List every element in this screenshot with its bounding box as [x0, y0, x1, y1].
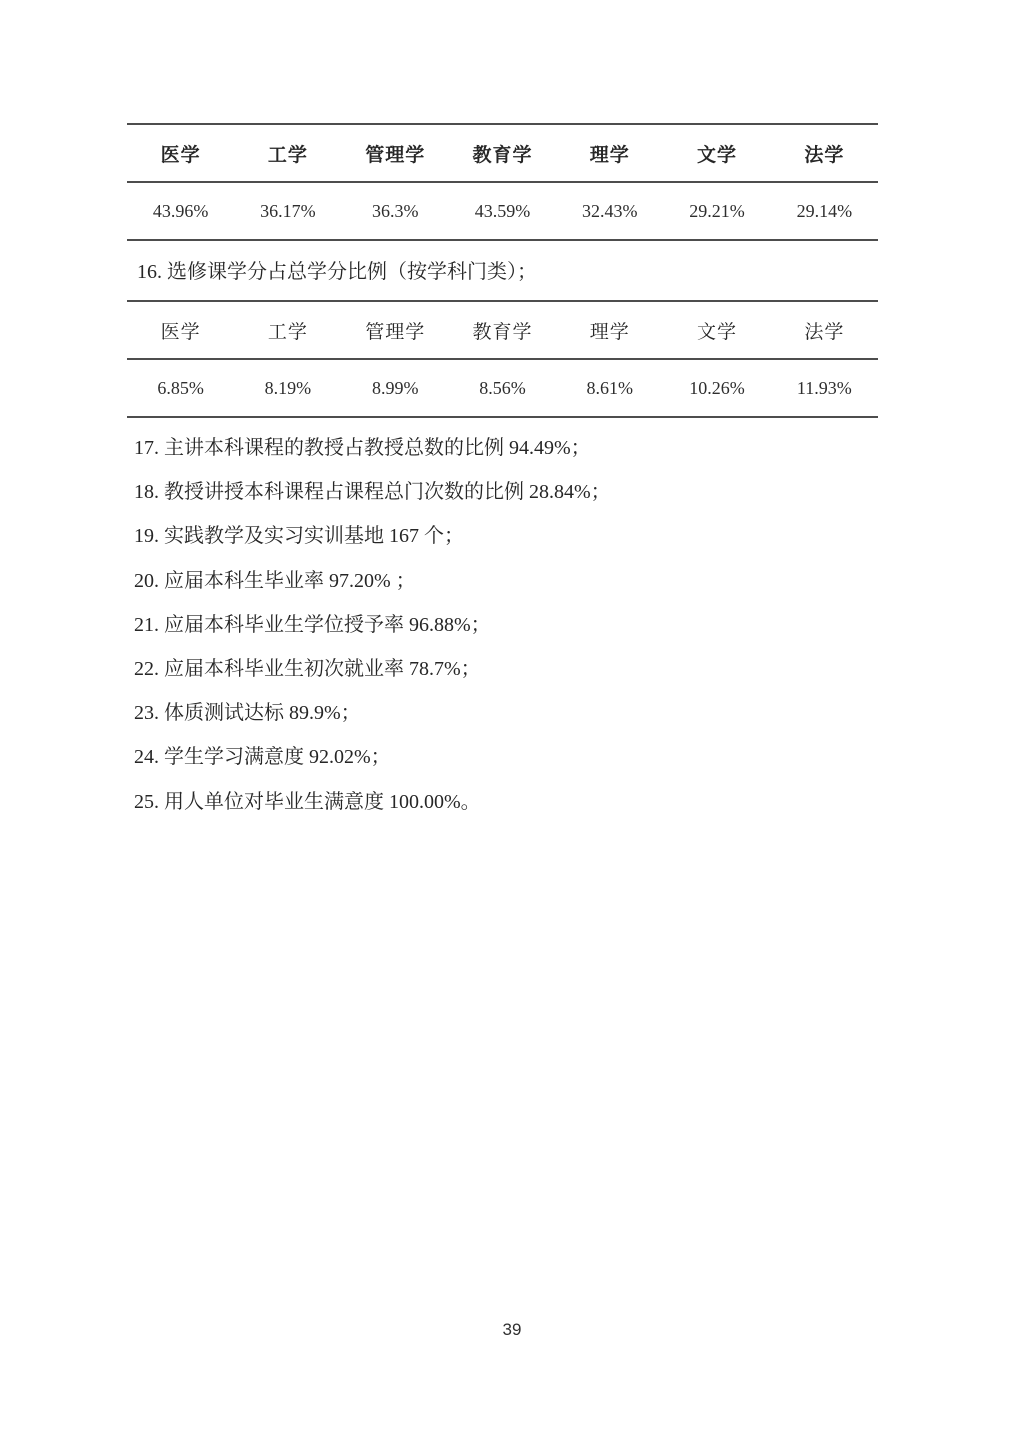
table-value-cell: 8.61% [586, 377, 634, 398]
table-value-cell: 32.43% [582, 200, 638, 221]
table-header-cell: 管理学 [365, 321, 426, 343]
table-header-cell: 工学 [267, 321, 308, 343]
table-header-row [127, 301, 878, 359]
table-header-cell: 理学 [589, 321, 630, 343]
list-item-24: 24. 学生学习满意度 92.02%； [134, 746, 391, 769]
table-value-cell: 43.96% [152, 200, 209, 221]
table-header-row [127, 124, 878, 182]
page-number: 39 [502, 1320, 522, 1339]
discipline-ratio-table-top [127, 123, 878, 241]
table-value-cell: 36.17% [260, 200, 316, 221]
table-header-cell: 文学 [697, 144, 738, 166]
list-item-25: 25. 用人单位对毕业生满意度 100.00%。 [134, 790, 481, 813]
table-header-cell: 工学 [267, 144, 308, 166]
table-value-cell: 29.21% [689, 200, 745, 221]
table-value-row [127, 182, 878, 240]
list-item-23: 23. 体质测试达标 89.9%； [134, 702, 361, 725]
table-value-cell: 8.19% [264, 377, 312, 398]
list-item-20: 20. 应届本科生毕业率 97.20% ； [134, 569, 416, 592]
list-item-17: 17. 主讲本科课程的教授占教授总数的比例 94.49%； [134, 437, 591, 459]
table-header-cell: 理学 [589, 144, 630, 166]
numbered-list [134, 426, 904, 824]
table-header-cell: 医学 [160, 321, 201, 343]
table-value-cell: 8.56% [479, 377, 526, 398]
table-value-cell: 11.93% [796, 377, 852, 398]
table-header-cell: 教育学 [472, 144, 533, 166]
table-header-cell: 法学 [804, 321, 845, 343]
table-header-cell: 法学 [804, 144, 845, 166]
list-item-19: 19. 实践教学及实习实训基地 167 个； [134, 525, 464, 548]
table-value-cell: 43.59% [474, 200, 531, 221]
table-value-cell: 6.85% [157, 377, 204, 398]
table-value-cell: 29.14% [796, 200, 853, 221]
table-header-cell: 管理学 [365, 144, 426, 166]
list-item-16: 16. 选修课学分占总学分比例（按学科门类）； [137, 261, 537, 283]
list-item-18: 18. 教授讲授本科课程占课程总门次数的比例 28.84%； [134, 481, 611, 504]
table-header-cell: 医学 [160, 144, 201, 166]
list-item-21: 21. 应届本科毕业生学位授予率 96.88%； [134, 613, 491, 636]
table-header-cell: 文学 [697, 321, 738, 343]
table-value-row [127, 359, 878, 417]
list-item-22: 22. 应届本科毕业生初次就业率 78.7%； [134, 658, 481, 681]
table-header-cell: 教育学 [472, 321, 533, 343]
table-value-cell: 8.99% [371, 377, 419, 398]
table-value-cell: 10.26% [689, 377, 745, 398]
table-value-cell: 36.3% [371, 200, 419, 221]
discipline-ratio-table-bottom [127, 300, 878, 418]
